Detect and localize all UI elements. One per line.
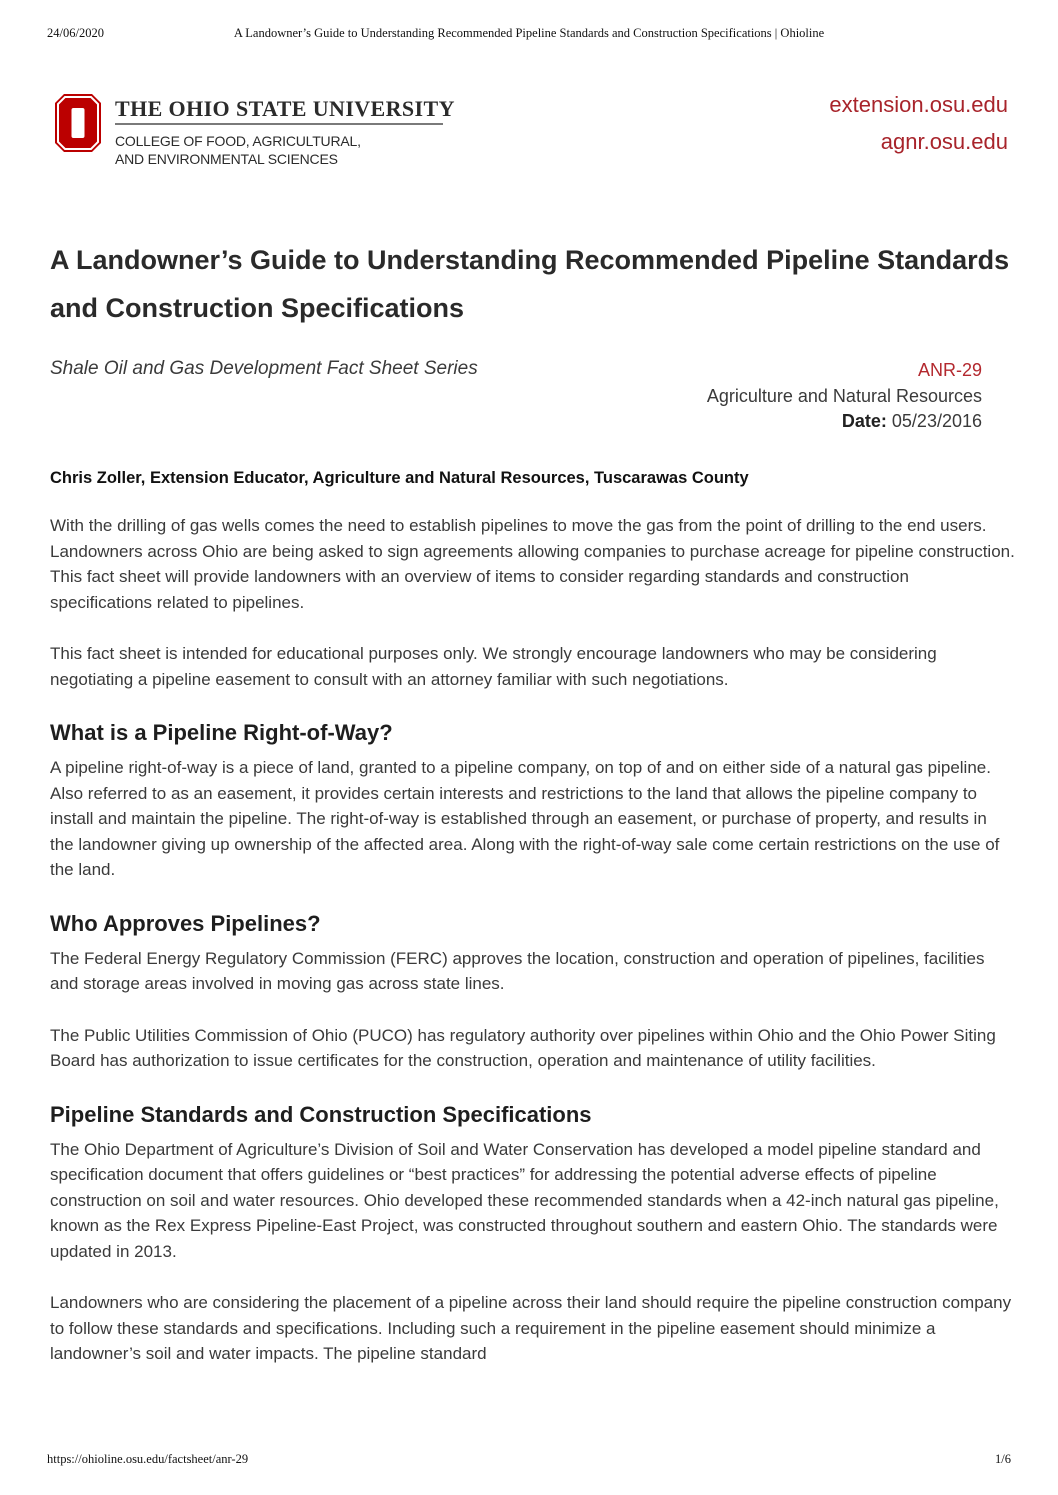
print-header [47, 26, 1011, 44]
section-paragraph: A pipeline right-of-way is a piece of land, granted to a pipeline company, on top of and on either side of a natural gas pipeline. Also referred to as an easement, it provides certain interests and restrictions to the land that allows the pipeline company to install and maintain the pipeline. The right-of-way is established through an easement, or purchase of property, and results in the landowner giving up ownership of the affected area. Along with the right-of-way sale come certain restrictions on the use of the land. [50, 758, 1000, 879]
print-url: https://ohioline.osu.edu/factsheet/anr-29 [47, 1452, 249, 1466]
college-name [115, 132, 361, 168]
section-paragraph: The Public Utilities Commission of Ohio (PUCO) has regulatory authority over pipelines within Ohio and the Ohio Power Siting Board has authorization to issue certificates for the construction, operation and maintenance of utility facilities. [50, 1025, 996, 1070]
section-paragraph: Landowners who are considering the placement of a pipeline across their land should require the pipeline construction company to follow these standards and specifications. Including such a requirement in the pipeline easement should minimize a landowner’s soil and water impacts. The pipeline standard [50, 1293, 1012, 1363]
factsheet-category: Agriculture and Natural Resources [706, 385, 982, 406]
page-number: 1/6 [995, 1452, 1011, 1466]
intro-paragraph: This fact sheet is intended for educational purposes only. We strongly encourage landowners who may be considering negotiating a pipeline easement to consult with an attorney familiar with such negotiations. [50, 644, 937, 689]
logo-divider [115, 123, 443, 125]
factsheet-code: ANR-29 [917, 360, 982, 380]
section-paragraph: The Ohio Department of Agriculture’s Division of Soil and Water Conservation has developed a model pipeline standard and specification document that offers guidelines or “best practices” for addressing the potential adverse effects of pipeline construction on soil and water resources. Ohio developed these recommended standards when a 42-inch natural gas pipeline, known as the Rex Express Pipeline-East Project, was constructed throughout southern and eastern Ohio. The standards were updated in 2013. [50, 1139, 999, 1261]
osu-logo[interactable] [55, 92, 455, 172]
section-heading-standards: Pipeline Standards and Construction Specifications [50, 1101, 592, 1127]
section-heading-right-of-way: What is a Pipeline Right-of-Way? [50, 720, 393, 745]
print-page-title: A Landowner’s Guide to Understanding Recommended Pipeline Standards and Construction Specifications | Ohioline [233, 26, 825, 40]
college-line-2: AND ENVIRONMENTAL SCIENCES [115, 151, 338, 167]
author-line: Chris Zoller, Extension Educator, Agriculture and Natural Resources, Tuscarawas County [50, 469, 749, 487]
extension-link[interactable]: extension.osu.edu [829, 92, 1008, 117]
print-footer [47, 1452, 1011, 1470]
agnr-link[interactable]: agnr.osu.edu [880, 129, 1008, 154]
print-date: 24/06/2020 [47, 26, 104, 40]
article-body [50, 513, 1015, 1393]
intro-paragraph: With the drilling of gas wells comes the need to establish pipelines to move the gas from the point of drilling to the end users. Landowners across Ohio are being asked to sign agreements allowing companies to purchase acreage for pipeline construction. This fact sheet will provide landowners with an overview of items to consider regarding standards and construction specifications related to pipelines. [50, 516, 1015, 612]
site-links [829, 86, 1008, 160]
section-heading-approvals: Who Approves Pipelines? [50, 910, 321, 936]
block-o-icon [55, 94, 101, 152]
factsheet-meta [707, 358, 982, 435]
factsheet-date [707, 409, 982, 435]
university-name: THE OHIO STATE UNIVERSITY [115, 96, 455, 121]
page-title: A Landowner’s Guide to Understanding Recommended Pipeline Standards and Construction Specifications [50, 245, 1010, 323]
date-label: Date: [841, 411, 887, 431]
series-name: Shale Oil and Gas Development Fact Sheet Series [50, 358, 478, 379]
section-paragraph: The Federal Energy Regulatory Commission (FERC) approves the location, construction and operation of pipelines, facilities and storage areas involved in moving gas across state lines. [50, 948, 985, 993]
college-line-1: COLLEGE OF FOOD, AGRICULTURAL, [115, 133, 361, 149]
date-value: 05/23/2016 [891, 411, 982, 431]
